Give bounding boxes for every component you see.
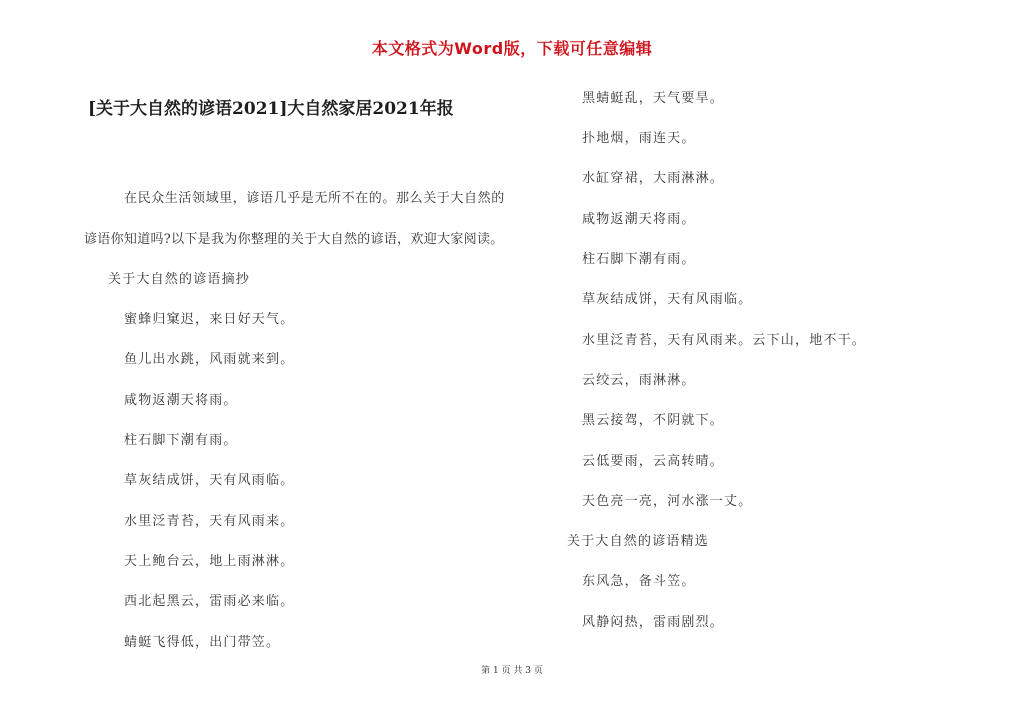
proverb-item: 水里泛青苔，天有风雨来。	[124, 514, 295, 529]
proverb-item: 水缸穿裙，大雨淋淋。	[582, 171, 725, 186]
proverb-item: 水里泛青苔，天有风雨来。云下山，地不干。	[582, 333, 867, 348]
proverb-item: 黑云接驾，不阴就下。	[582, 413, 725, 428]
proverb-item: 蜻蜓飞得低，出门带笠。	[124, 635, 281, 650]
proverb-item: 扑地烟，雨连天。	[582, 131, 696, 146]
format-banner: 本文格式为Word版，下载可任意编辑	[371, 39, 653, 58]
proverb-item: 鱼儿出水跳，风雨就来到。	[124, 352, 295, 367]
proverb-item: 风静闷热，雷雨剧烈。	[582, 615, 725, 630]
section-heading-selected: 关于大自然的谚语精选	[567, 534, 710, 549]
proverb-item: 天上鲍台云，地上雨淋淋。	[124, 554, 295, 569]
intro-line-1: 在民众生活领域里，谚语几乎是无所不在的。那么关于大自然的	[124, 191, 505, 206]
proverb-item: 东风急，备斗笠。	[582, 574, 696, 589]
proverb-item: 蜜蜂归窠迟，来日好天气。	[124, 312, 295, 327]
proverb-item: 云低要雨，云高转晴。	[582, 454, 725, 469]
proverb-item: 咸物返潮天将雨。	[124, 393, 238, 408]
intro-line-2: 谚语你知道吗?以下是我为你整理的关于大自然的谚语，欢迎大家阅读。	[84, 232, 504, 247]
page-number: 第 1 页 共 3 页	[481, 666, 543, 676]
proverb-item: 咸物返潮天将雨。	[582, 212, 696, 227]
proverb-item: 柱石脚下潮有雨。	[582, 252, 696, 267]
section-heading-excerpts: 关于大自然的谚语摘抄	[108, 272, 251, 287]
proverb-item: 云绞云，雨淋淋。	[582, 373, 696, 388]
proverb-item: 西北起黑云，雷雨必来临。	[124, 594, 295, 609]
proverb-item: 草灰结成饼，天有风雨临。	[582, 292, 753, 307]
proverb-item: 天色亮一亮，河水涨一丈。	[582, 494, 753, 509]
document-title: [关于大自然的谚语2021]大自然家居2021年报	[88, 99, 454, 119]
proverb-item: 草灰结成饼，天有风雨临。	[124, 473, 295, 488]
proverb-item: 柱石脚下潮有雨。	[124, 433, 238, 448]
proverb-item: 黑蜻蜓乱，天气要旱。	[582, 91, 725, 106]
